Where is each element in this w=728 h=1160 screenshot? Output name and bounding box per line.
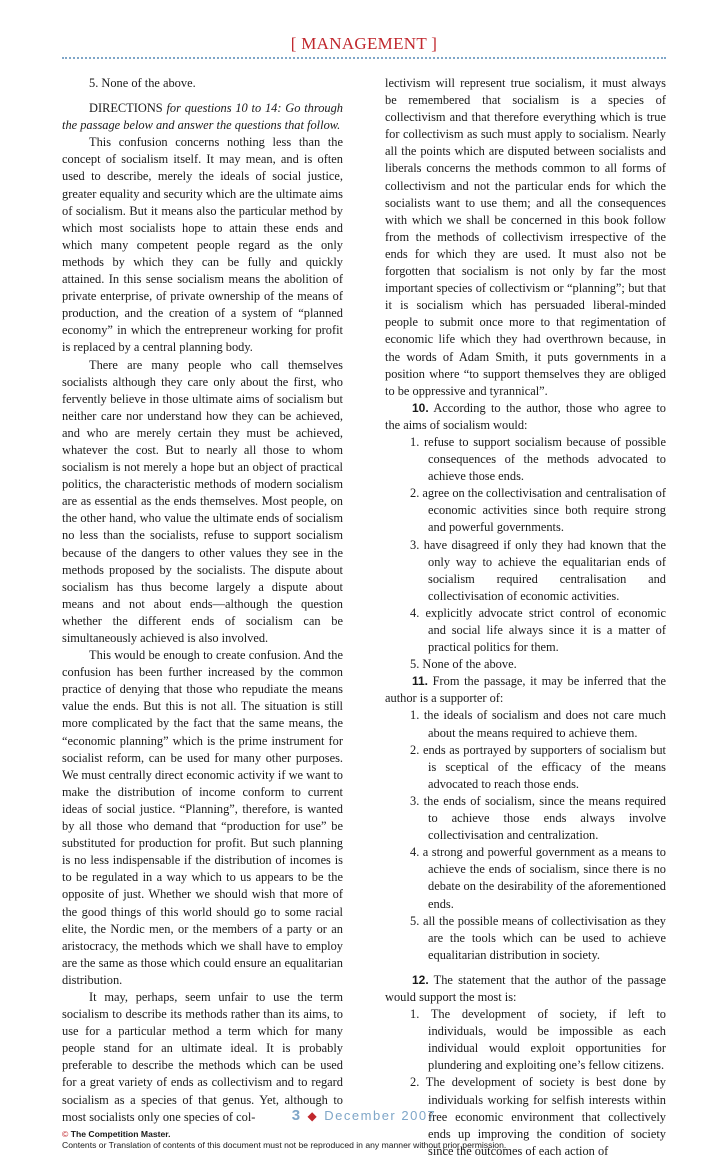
diamond-separator-icon: ◆ <box>307 1109 319 1123</box>
question-stem <box>385 673 666 707</box>
question-number: 10. <box>412 400 429 415</box>
passage-paragraph: There are many people who call themselves socialists although they care only about the first, who fervently believe in those ultimate aims of socialism but neither care nor understand how they can be achieved, and who are merely certain they must be achieved, whatever the cost. But to nearly all those to whom socialism is not merely a hope but an object of practical politics, the characteristic methods of modern socialism are as essential as the ends themselves. Most people, on the other hand, who value the ultimate ends of socialism no less than the socialists, refuse to support socialism because of the dangers to other values they see in the methods proposed by the socialists. The dispute about socialism has thus become largely a dispute about means and not about ends—although the question whether the different ends of socialism can be simultaneously achieved is also involved. <box>62 357 343 645</box>
answer-option: 4. a strong and powerful government as a means to achieve the ends of socialism, since there is no debate on the desirability of the aforementioned ends. <box>410 845 666 911</box>
page-footer <box>0 1107 728 1124</box>
left-column <box>62 75 343 1126</box>
answer-option: 5. all the possible means of collectivisation as they are the tools which can be used to achieve equalitarian distribution in society. <box>410 913 666 962</box>
question-11 <box>385 673 666 964</box>
answer-option: 2. agree on the collectivisation and centralisation of economic activities since both require strong and powerful governments. <box>410 486 666 535</box>
copyright-icon: © <box>62 1129 69 1139</box>
passage-paragraph: It may, perhaps, seem unfair to use the term socialism to describe its methods rather than its aims, to use for a particular method a term which for many people stand for an ultimate ideal. It is probably preferable to describe the methods which can be used for a great variety of ends as collectivism and to regard socialism as a species of that genus. Yet, although to most socialists only one species of col- <box>62 989 343 1124</box>
question-stem <box>385 400 666 434</box>
answer-option: 5. None of the above. <box>410 657 517 672</box>
answer-option: 4. explicitly advocate strict control of economic and social life always since it is a matter of practical politics for them. <box>410 605 666 655</box>
answer-option: 1. refuse to support socialism because of possible consequences of the methods advocated to achieve those ends. <box>410 434 666 484</box>
answer-option: 1. The development of society, if left to individuals, would be impossible as each individual would exploit opportunities for plundering and exploiting one’s fellow citizens. <box>410 1007 666 1073</box>
section-header: [ MANAGEMENT ] <box>290 34 438 53</box>
passage-paragraph: This would be enough to create confusion. And the confusion has been further increased by the common practice of denying that those who repudiate the means value the ends. But this is not all. The situation is still more complicated by the fact that the same means, the “economic planning” which is the prime instrument for socialist reform, can be used for many other purposes. We must centrally direct economic activity if we want to make the distribution of income conform to current ideas of social justice. “Planning”, therefore, is wanted by all those who demand that “production for use” be substituted for production for profit. But such planning is no less indispensable if the distribution of incomes is to be regulated in a way which to us appears to be the opposite of just. Whether we should wish that more of the good things of this world should go to some racial elite, the Nordic men, or the members of a party or an aristocracy, the methods which we shall have to employ are the same as those which could ensure an equalitarian distribution. <box>62 648 343 987</box>
answer-option: 1. the ideals of socialism and does not care much about the means required to achieve them. <box>410 708 666 740</box>
directions-text: for questions 10 to 14: Go through the passage below and answer the questions that follow. <box>62 101 343 133</box>
right-column <box>385 75 666 1160</box>
answer-option: 3. the ends of socialism, since the means required to achieve those ends always involve collectivisation and centralization. <box>410 793 666 843</box>
passage-paragraph: This confusion concerns nothing less than the concept of socialism itself. It may mean, and is often used to describe, merely the ideals of social justice, greater equality and security which are the ultimate aims of socialism. But it means also the particular method by which most socialists hope to attain these ends and which many competent people regard as the only methods by which they can be fully and quickly attained. In this sense socialism means the abolition of private enterprise, of private ownership of the means of production, and the creation of a system of “planned economy” in which the entrepreneur working for profit is replaced by a central planning body. <box>62 135 343 355</box>
answer-option: 2. The development of society is best done by individuals working for selfish interests within free economic environment that collectively ends up improving the condition of society since the outcomes of each action of <box>410 1075 666 1158</box>
question-number: 12. <box>412 972 429 987</box>
question-number: 11. <box>412 674 429 689</box>
directions <box>62 100 343 134</box>
question-stem <box>385 972 666 1006</box>
previous-option-5: 5. None of the above. <box>89 76 196 90</box>
directions-label: DIRECTIONS <box>89 101 163 116</box>
question-10 <box>385 400 666 674</box>
issue-date: December 2007 <box>324 1108 437 1123</box>
question-text: The statement that the author of the passage would support the most is: <box>385 972 667 1004</box>
question-text: From the passage, it may be inferred that the author is a supporter of: <box>385 674 666 706</box>
answer-option: 2. ends as portrayed by supporters of socialism but is sceptical of the efficacy of the means advocated to reach those ends. <box>410 742 666 791</box>
header-dotted-divider <box>62 57 666 59</box>
passage-continuation: lectivism will represent true socialism, it must always be remembered that socialism is a species of collectivism and that therefore everything which is true for collectivism as such must apply to socialism. Nearly all the points which are disputed between socialists and liberals concerns the methods common to all forms of collectivism and not the particular ends for which the socialists want to use them; and all the consequences with which we shall be concerned in this book follow from the methods of collectivism irrespective of the ends for which they are used. It must also not be forgotten that socialism is not only by far the most important species of collectivism or “planning”; but that it is socialism which has persuaded liberal-minded people to submit once more to that regimentation of economic life which they had overthrown because, in the words of Adam Smith, it puts governments in a position where “to support themselves they are obliged to be oppressive and tyrannical”. <box>385 76 666 398</box>
page-number: 3 <box>291 1107 302 1124</box>
answer-option: 3. have disagreed if only they had known that the only way to achieve the equalitarian ends of socialism required centralisation and collectivisation of economic activities. <box>410 537 666 603</box>
question-text: According to the author, those who agree to the aims of socialism would: <box>385 400 666 432</box>
copyright-notice <box>62 1129 682 1151</box>
reproduction-notice: Contents or Translation of contents of this document must not be reproduced in any manner without prior permission. <box>62 1140 507 1150</box>
publisher-name: The Competition Master. <box>70 1129 171 1139</box>
